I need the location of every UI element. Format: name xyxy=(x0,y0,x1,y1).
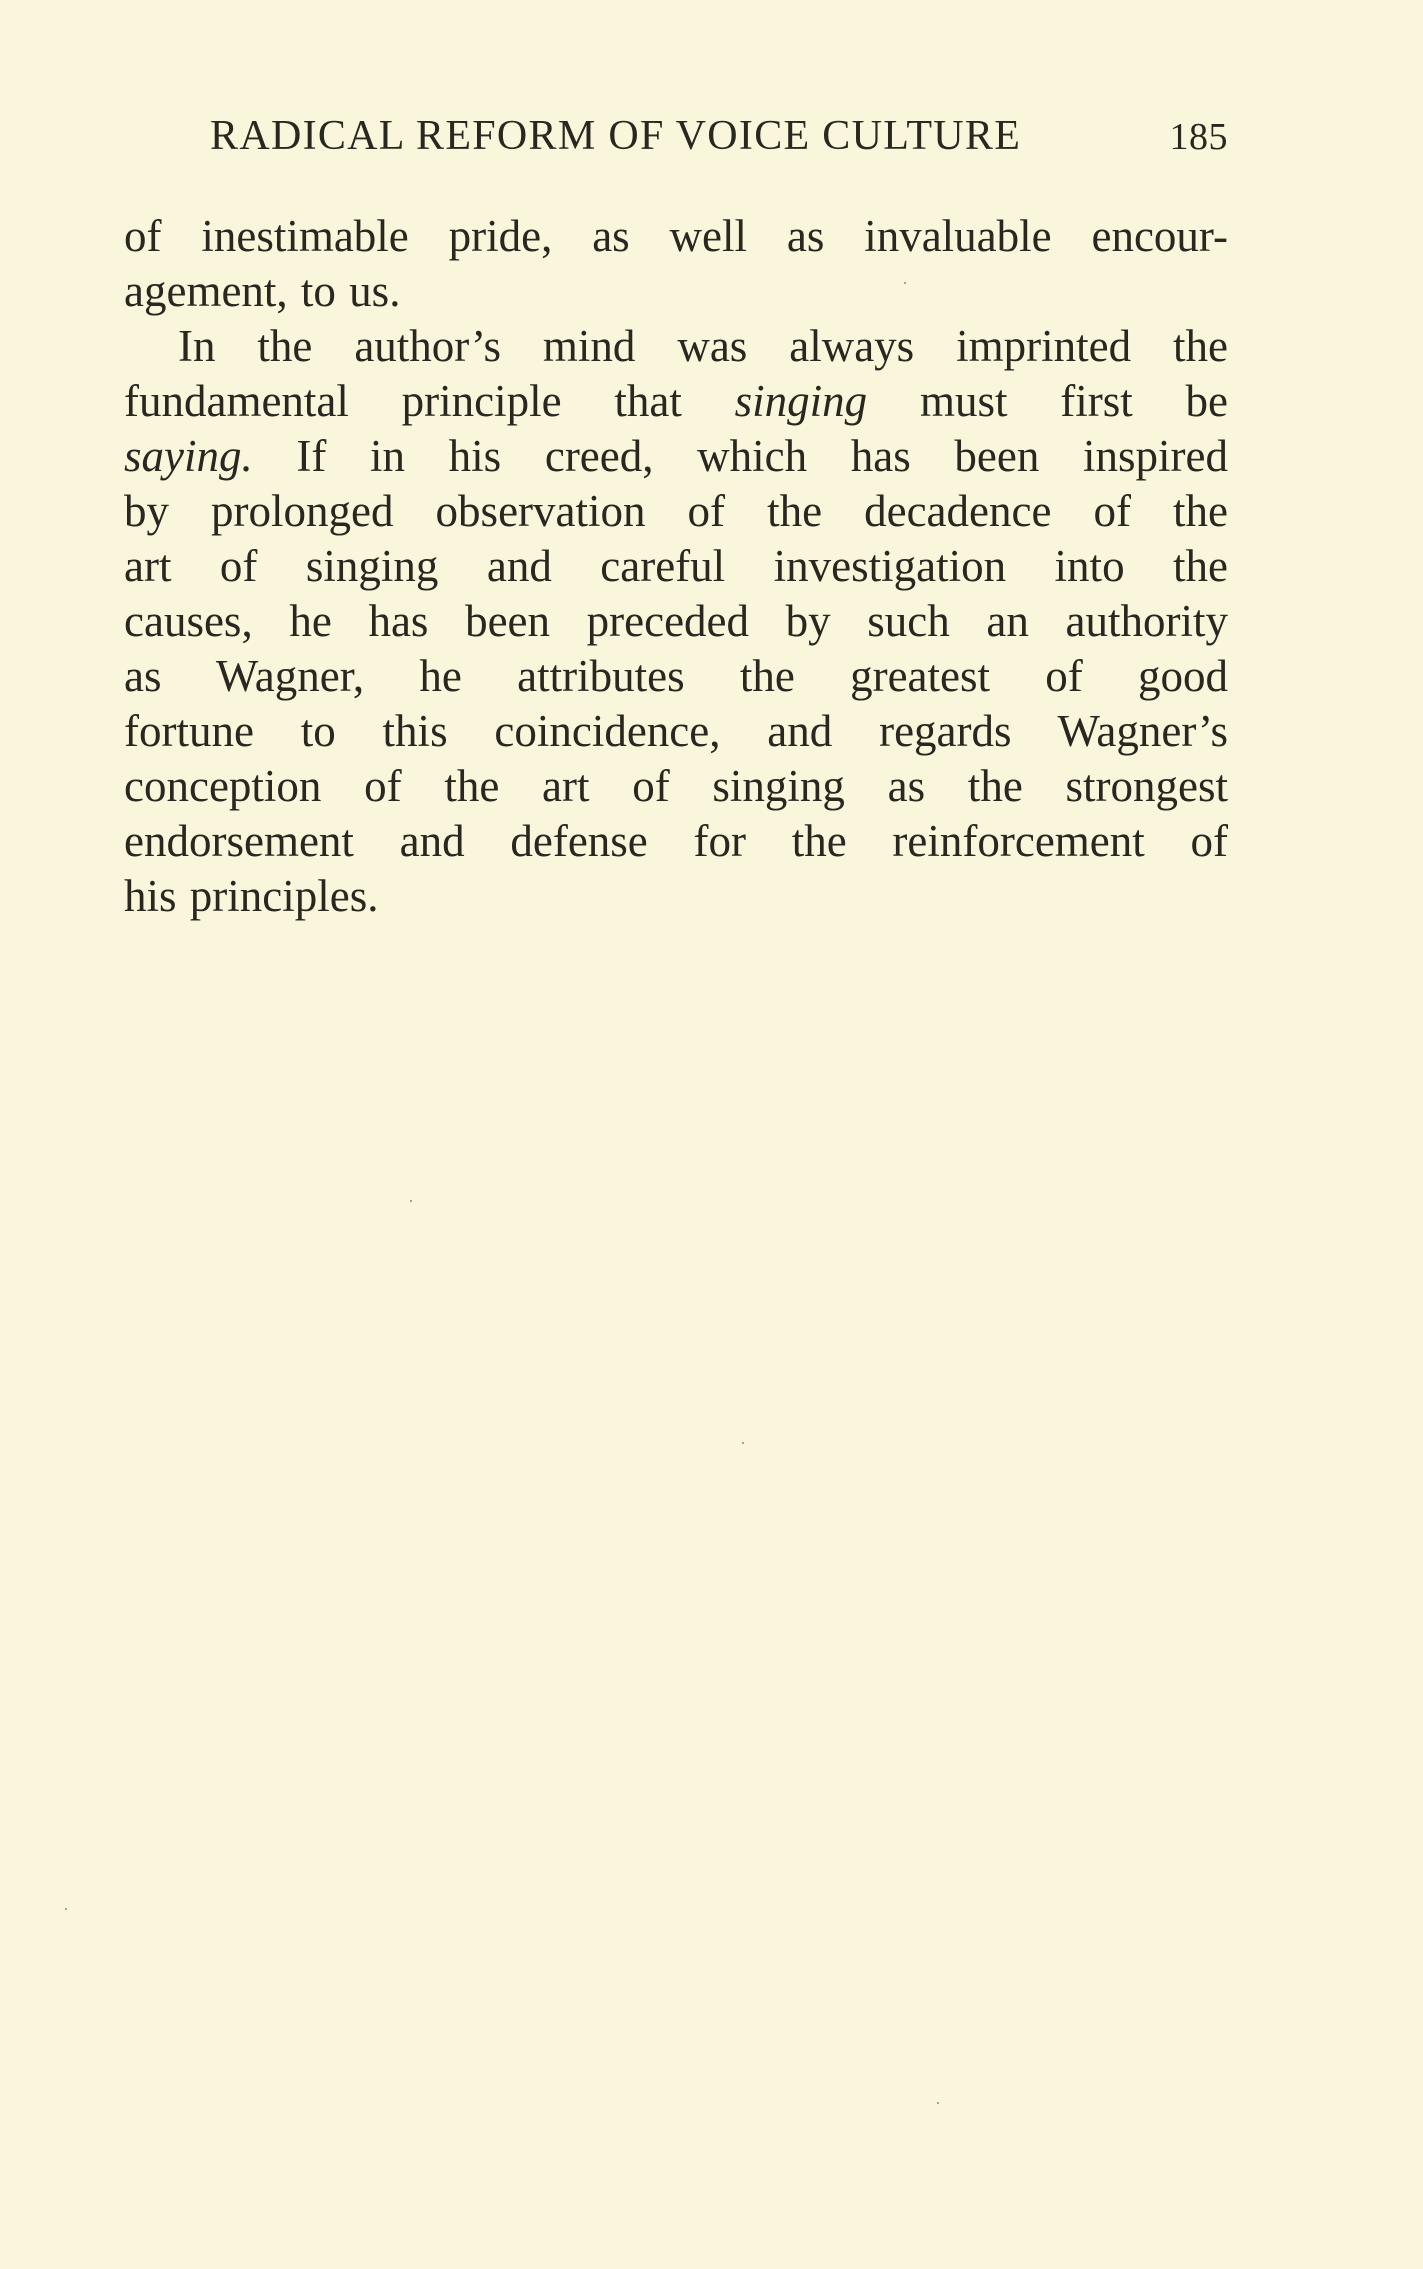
italic-word: singing xyxy=(734,376,868,426)
text-line: his principles. xyxy=(124,871,379,921)
text-line: conception of the art of singing as the strongest xyxy=(124,761,1228,811)
paper-speck xyxy=(410,1200,412,1202)
text-line: art of singing and careful investigation into the xyxy=(124,541,1228,591)
text-line xyxy=(124,374,1228,429)
body-text xyxy=(124,209,1228,924)
text-line: causes, he has been preceded by such an authority xyxy=(124,596,1228,646)
paper-speck xyxy=(937,2102,939,2104)
text-line: agement, to us. xyxy=(124,266,401,316)
text-run: must first be xyxy=(867,376,1228,426)
text-line: In the author’s mind was always imprinted the xyxy=(178,321,1228,371)
text-line: by prolonged observation of the decadence of the xyxy=(124,486,1228,536)
text-line xyxy=(124,429,1228,484)
paper-speck xyxy=(65,1908,67,1910)
text-line: fortune to this coincidence, and regards Wagner’s xyxy=(124,706,1228,756)
paper-speck xyxy=(904,282,906,284)
page-number: 185 xyxy=(1169,116,1228,158)
running-head xyxy=(210,112,1228,168)
italic-word: saying. xyxy=(124,431,253,481)
text-line: as Wagner, he attributes the greatest of good xyxy=(124,651,1228,701)
text-run: fundamental principle that xyxy=(124,376,735,426)
text-line: endorsement and defense for the reinforcement of xyxy=(124,816,1228,866)
paper-speck xyxy=(742,1442,744,1444)
text-line: of inestimable pride, as well as invaluable encour- xyxy=(124,211,1228,261)
running-head-title: RADICAL REFORM OF VOICE CULTURE xyxy=(210,113,1022,159)
text-run: If in his creed, which has been inspired xyxy=(252,431,1228,481)
